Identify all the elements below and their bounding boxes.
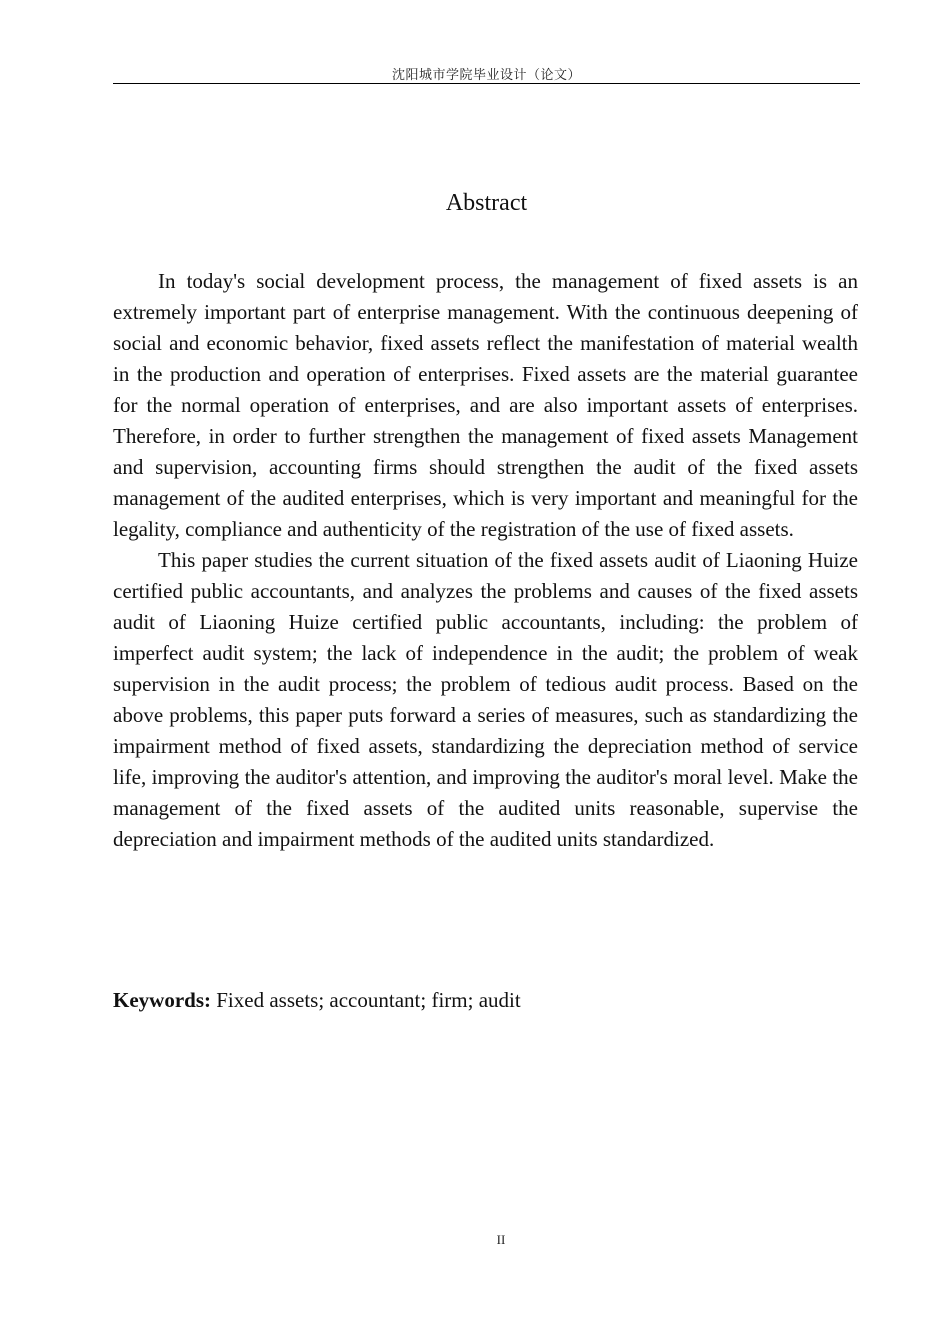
abstract-paragraph-2: This paper studies the current situation of the fixed assets audit of Liaoning Huize certified public accountants, and analyzes the problems and causes of the fixed assets audit of Liaoning Huize certified public accountants, including: the problem of imperfect audit system; the lack of independence in the audit; the problem of weak supervision in the audit process; the problem of tedious audit process. Based on the above problems, this paper puts forward a series of measures, such as standardizing the impairment method of fixed assets, standardizing the depreciation method of service life, improving the auditor's attention, and improving the auditor's moral level. Make the management of the fixed assets of the audited units reasonable, supervise the depreciation and impairment methods of the audited units standardized. (113, 548, 858, 851)
running-header: 沈阳城市学院毕业设计（论文） (391, 68, 581, 83)
keywords-line (113, 985, 858, 1016)
abstract-paragraph-1: In today's social development process, the management of fixed assets is an extremely important part of enterprise management. With the continuous deepening of social and economic behavior, fixed assets reflect the manifestation of material wealth in the production and operation of enterprises. Fixed assets are the material guarantee for the normal operation of enterprises, and are also important assets of enterprises. Therefore, in order to further strengthen the management of fixed assets Management and supervision, accounting firms should strengthen the audit of the fixed assets management of the audited enterprises, which is very important and meaningful for the legality, compliance and authenticity of the registration of the use of fixed assets. (113, 269, 858, 541)
keywords-text: Fixed assets; accountant; firm; audit (211, 988, 521, 1012)
abstract-body (113, 266, 858, 855)
keywords-label: Keywords: (113, 988, 211, 1012)
abstract-title: Abstract (445, 190, 528, 216)
header-rule (113, 83, 860, 84)
page-number: II (496, 1232, 506, 1247)
